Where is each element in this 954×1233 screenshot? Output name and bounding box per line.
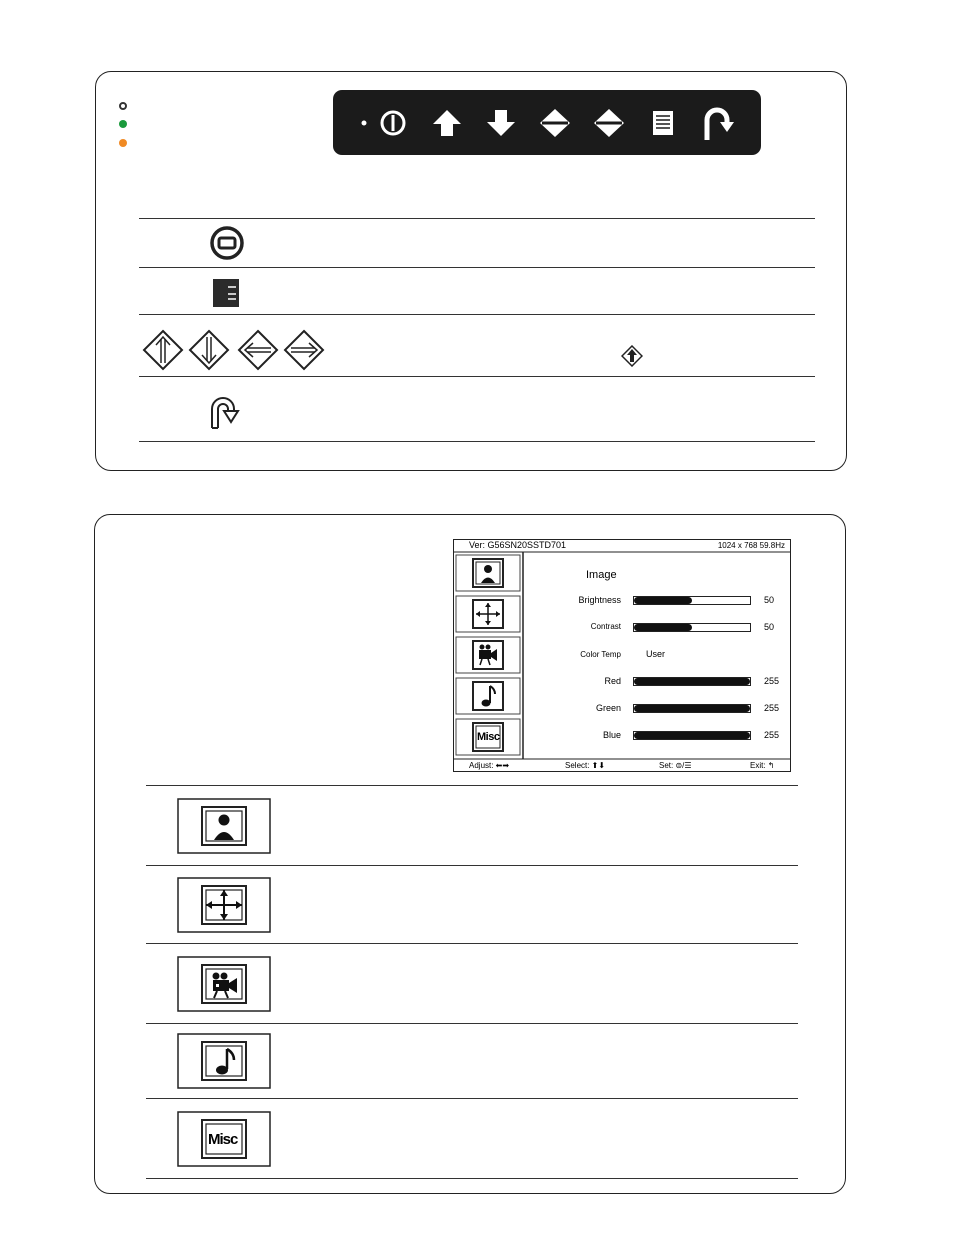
- divider: [146, 785, 798, 786]
- video-tab-icon: [177, 956, 271, 1012]
- osd-version: Ver: G56SN20SSTD701: [469, 540, 567, 550]
- arrow-down-icon: [487, 110, 515, 136]
- osd-slider-track[interactable]: [633, 623, 751, 632]
- divider: [146, 865, 798, 866]
- osd-slider-track[interactable]: [633, 596, 751, 605]
- osd-setting-label: Red: [604, 676, 621, 686]
- osd-slider-track[interactable]: [633, 731, 751, 740]
- osd-slider-fill: [634, 705, 750, 712]
- power-led-off-indicator: [119, 102, 127, 110]
- osd-setting-label: Color Temp: [580, 650, 621, 659]
- osd-setting-label: Brightness: [578, 595, 621, 605]
- arrow-up-outline-icon: [144, 331, 182, 369]
- up-button[interactable]: [433, 110, 461, 136]
- front-button-bar: [333, 90, 761, 155]
- osd-footer-select: Select: ⬆⬇: [565, 761, 606, 770]
- divider: [146, 1098, 798, 1099]
- power-icon: [209, 225, 245, 261]
- osd-tab-misc[interactable]: [455, 718, 521, 756]
- osd-resolution: 1024 x 768 59.8Hz: [717, 541, 785, 550]
- osd-slider-track[interactable]: [633, 677, 751, 686]
- arrow-down-outline-icon: [190, 331, 228, 369]
- osd-footer-set: Set: ⊜/☰: [659, 761, 692, 770]
- position-tab-icon: [177, 877, 271, 933]
- osd-footer-adjust: Adjust: ⬅➡: [469, 761, 510, 770]
- osd-slider-fill: [634, 678, 750, 685]
- osd-setting-label: Green: [595, 703, 621, 713]
- misc-tab-icon: [177, 1111, 271, 1167]
- divider: [139, 218, 815, 219]
- osd-setting-value: 255: [764, 730, 780, 740]
- led-dot-icon: [362, 121, 367, 126]
- osd-tab-audio[interactable]: [455, 677, 521, 715]
- exit-button[interactable]: [707, 110, 734, 140]
- osd-setting-value: 255: [764, 676, 780, 686]
- osd-section-title: Image: [586, 569, 617, 581]
- arrow-keys-group: [142, 329, 326, 371]
- menu-icon: [653, 111, 673, 135]
- arrow-left-outline-icon: [239, 331, 277, 369]
- image-tab-icon: [177, 798, 271, 854]
- power-button[interactable]: [382, 112, 404, 134]
- osd-slider-fill: [634, 732, 750, 739]
- divider: [146, 1178, 798, 1179]
- menu-button[interactable]: [653, 111, 673, 135]
- osd-slider-track[interactable]: [633, 704, 751, 713]
- power-led-green-indicator: [119, 120, 127, 128]
- osd-screenshot: [453, 539, 791, 772]
- osd-tab-video[interactable]: [455, 636, 521, 674]
- osd-tab-position[interactable]: [455, 595, 521, 633]
- left-button[interactable]: [540, 109, 570, 137]
- osd-setting-label: Blue: [602, 730, 621, 740]
- misc-tab-icon-label: Misc: [208, 1131, 238, 1148]
- divider: [139, 441, 815, 442]
- osd-setting-value[interactable]: User: [646, 649, 666, 659]
- osd-slider-fill: [634, 597, 692, 604]
- osd-setting-value: 50: [764, 595, 775, 605]
- divider: [139, 314, 815, 315]
- arrow-right-outline-icon: [285, 331, 323, 369]
- osd-tab-misc-label: Misc: [477, 731, 500, 743]
- osd-tab-image[interactable]: [455, 554, 521, 592]
- osd-setting-value: 255: [764, 703, 780, 713]
- right-button[interactable]: [594, 109, 624, 137]
- osd-slider-fill: [634, 624, 692, 631]
- divider: [146, 1023, 798, 1024]
- arrow-up-icon: [433, 110, 461, 136]
- divider: [139, 376, 815, 377]
- power-led-orange-indicator: [119, 139, 127, 147]
- return-arrow-outline-icon: [207, 393, 245, 431]
- osd-setting-label: Contrast: [590, 622, 621, 631]
- down-button[interactable]: [487, 110, 515, 136]
- osd-footer-exit: Exit: ↰: [750, 761, 775, 770]
- arrow-up-small-icon: [621, 345, 643, 367]
- divider: [139, 267, 815, 268]
- audio-tab-icon: [177, 1033, 271, 1089]
- osd-setting-value: 50: [764, 622, 775, 632]
- divider: [146, 943, 798, 944]
- menu-icon: [212, 278, 240, 308]
